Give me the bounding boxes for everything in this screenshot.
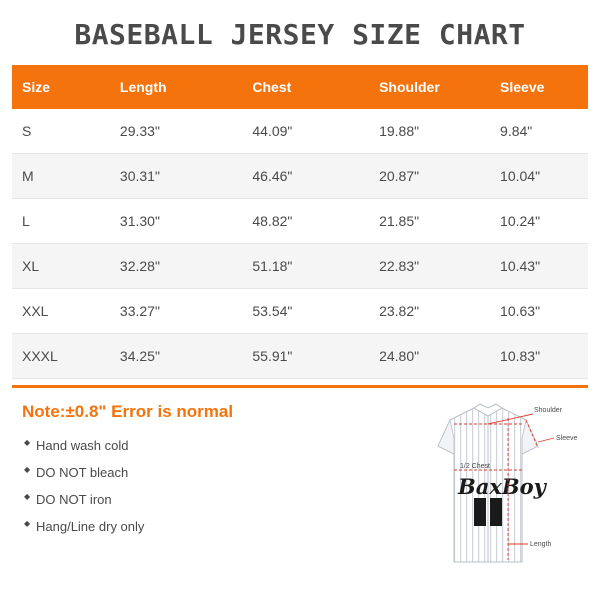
cell-size: S [12,109,110,154]
label-shoulder: Shoulder [534,407,563,414]
cell-length: 34.25" [110,334,242,379]
list-item: ◆ Hand wash cold [24,432,588,459]
table-header-row [12,65,588,109]
cell-sleeve: 10.43" [490,244,588,289]
table-row [12,199,588,244]
cell-shoulder: 19.88" [369,109,490,154]
table-row [12,244,588,289]
label-chest: 1/2 Chest [460,463,490,470]
cell-sleeve: 10.63" [490,289,588,334]
note-heading: Note:±0.8" Error is normal [22,402,234,421]
cell-sleeve: 10.24" [490,199,588,244]
cell-chest: 51.18" [242,244,369,289]
cell-size: XXXL [12,334,110,379]
cell-sleeve: 10.83" [490,334,588,379]
note-section [12,388,588,566]
cell-shoulder: 23.82" [369,289,490,334]
list-item: ◆ DO NOT bleach [24,459,588,486]
cell-shoulder: 24.80" [369,334,490,379]
column-header-size: Size [12,65,110,109]
cell-shoulder: 20.87" [369,154,490,199]
cell-sleeve: 10.04" [490,154,588,199]
label-sleeve: Sleeve [556,435,578,442]
cell-sleeve: 9.84" [490,109,588,154]
column-header-shoulder: Shoulder [369,65,490,109]
column-header-sleeve: Sleeve [490,65,588,109]
cell-chest: 53.54" [242,289,369,334]
cell-size: XXL [12,289,110,334]
table-header [12,65,588,109]
list-item: ◆ Hang/Line dry only [24,513,588,540]
cell-chest: 48.82" [242,199,369,244]
column-header-length: Length [110,65,242,109]
column-header-chest: Chest [242,65,369,109]
cell-size: M [12,154,110,199]
cell-size: XL [12,244,110,289]
table-body [12,109,588,379]
size-table-wrap [12,65,588,379]
jersey-script-text: BaxBoy [458,474,546,499]
cell-chest: 44.09" [242,109,369,154]
cell-length: 29.33" [110,109,242,154]
table-row [12,154,588,199]
cell-length: 33.27" [110,289,242,334]
cell-length: 30.31" [110,154,242,199]
table-row [12,289,588,334]
cell-chest: 55.91" [242,334,369,379]
cell-chest: 46.46" [242,154,369,199]
cell-size: L [12,199,110,244]
cell-length: 31.30" [110,199,242,244]
table-row [12,109,588,154]
label-length: Length [530,541,552,548]
list-item: ◆ DO NOT iron [24,486,588,513]
cell-length: 32.28" [110,244,242,289]
cell-shoulder: 22.83" [369,244,490,289]
cell-shoulder: 21.85" [369,199,490,244]
table-row [12,334,588,379]
jersey-illustration [388,394,588,566]
page-title: BASEBALL JERSEY SIZE CHART [74,18,526,51]
size-table [12,65,588,379]
